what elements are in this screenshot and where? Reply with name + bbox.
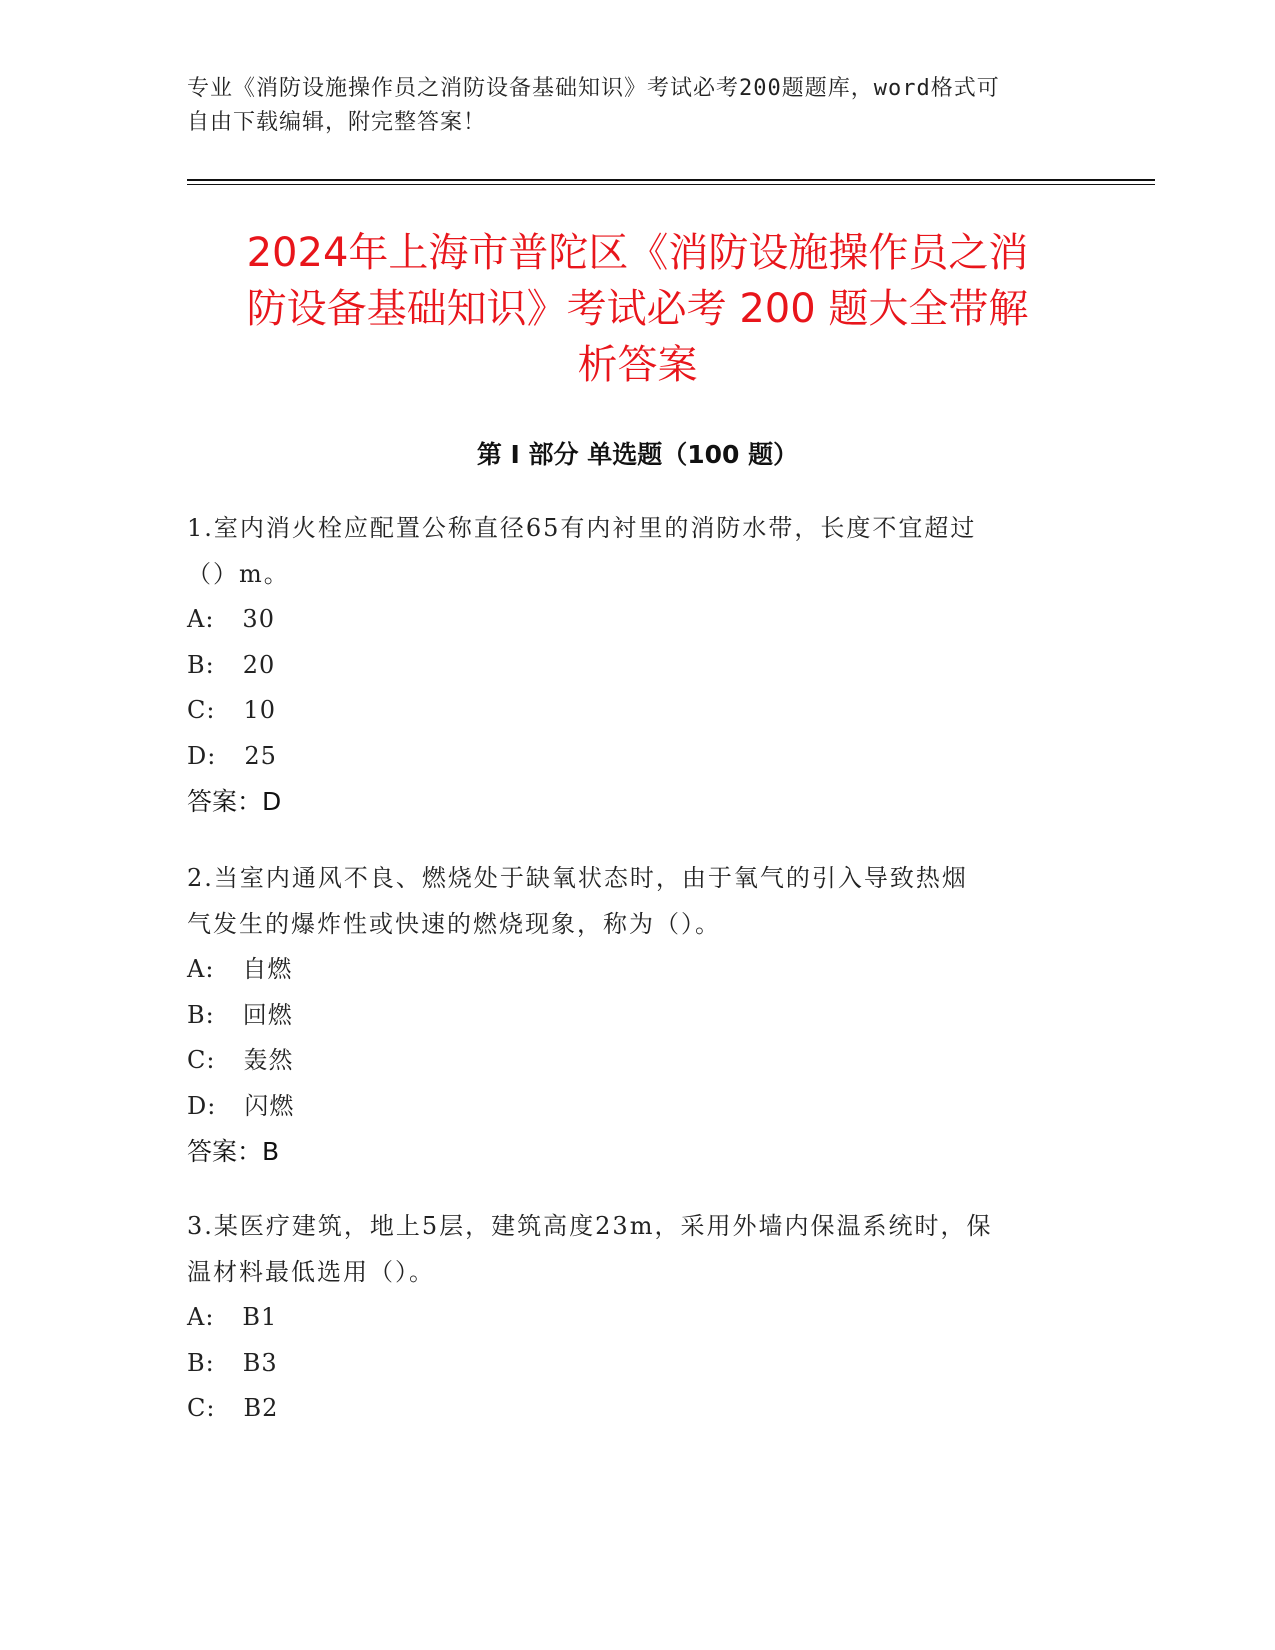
title-line-2: 防设备基础知识》考试必考 200 题大全带解	[246, 286, 1029, 332]
option-text: 25	[244, 741, 277, 770]
option-c	[187, 1386, 1087, 1432]
option-c	[187, 1038, 1087, 1084]
question-stem-line-2: 气发生的爆炸性或快速的燃烧现象，称为（）。	[187, 910, 721, 938]
document-title	[150, 225, 1125, 393]
option-c	[187, 688, 1087, 734]
option-text: B3	[242, 1348, 278, 1377]
question-stem-line-2: （）m。	[187, 560, 290, 588]
option-letter: A:	[187, 955, 215, 983]
option-b	[187, 993, 1087, 1039]
option-d	[187, 734, 1087, 780]
option-letter: B:	[187, 1348, 215, 1377]
option-letter: C:	[187, 1394, 216, 1422]
option-text: B2	[243, 1394, 279, 1422]
document-header-note	[187, 72, 1067, 140]
question-stem-line-1: 2.当室内通风不良、燃烧处于缺氧状态时，由于氧气的引入导致热烟	[187, 864, 968, 892]
question-stem	[187, 1203, 1087, 1295]
question-3	[187, 1203, 1087, 1432]
title-line-1: 2024年上海市普陀区《消防设施操作员之消	[246, 230, 1029, 276]
option-a	[187, 1295, 1087, 1341]
answer-line: 答案：D	[187, 787, 282, 816]
option-text: 20	[242, 650, 276, 679]
answer-line: 答案：B	[187, 1137, 280, 1166]
option-letter: D:	[187, 1091, 217, 1120]
option-text: 10	[243, 696, 276, 724]
option-text: 轰然	[243, 1046, 294, 1074]
header-divider-thick	[187, 179, 1155, 181]
option-letter: B:	[187, 650, 215, 679]
question-stem	[187, 855, 1087, 947]
option-d	[187, 1084, 1087, 1130]
header-divider-thin	[187, 184, 1155, 185]
question-stem	[187, 505, 1087, 597]
header-note-line-1: 专业《消防设施操作员之消防设备基础知识》考试必考200题题库，word格式可	[187, 76, 1000, 101]
option-text: 闪燃	[244, 1091, 295, 1120]
option-letter: A:	[187, 605, 215, 633]
header-note-line-2: 自由下载编辑，附完整答案！	[187, 110, 487, 135]
option-text: B1	[242, 1303, 278, 1331]
option-text: 自燃	[242, 955, 293, 983]
option-a	[187, 597, 1087, 643]
option-a	[187, 947, 1087, 993]
option-letter: B:	[187, 1000, 215, 1029]
option-letter: D:	[187, 741, 217, 770]
title-line-3: 析答案	[577, 342, 698, 388]
option-b	[187, 643, 1087, 689]
question-stem-line-2: 温材料最低选用（）。	[187, 1258, 435, 1286]
question-2	[187, 855, 1087, 1175]
question-stem-line-1: 1.室内消火栓应配置公称直径65有内衬里的消防水带，长度不宜超过	[187, 514, 977, 542]
option-letter: A:	[187, 1303, 215, 1331]
option-letter: C:	[187, 696, 216, 724]
question-1	[187, 505, 1087, 825]
option-text: 回燃	[242, 1000, 293, 1029]
option-text: 30	[242, 605, 275, 633]
option-b	[187, 1341, 1087, 1387]
section-heading: 第 I 部分 单选题（100 题）	[476, 440, 799, 469]
question-stem-line-1: 3.某医疗建筑，地上5层，建筑高度23m，采用外墙内保温系统时，保	[187, 1212, 993, 1240]
option-letter: C:	[187, 1046, 216, 1074]
